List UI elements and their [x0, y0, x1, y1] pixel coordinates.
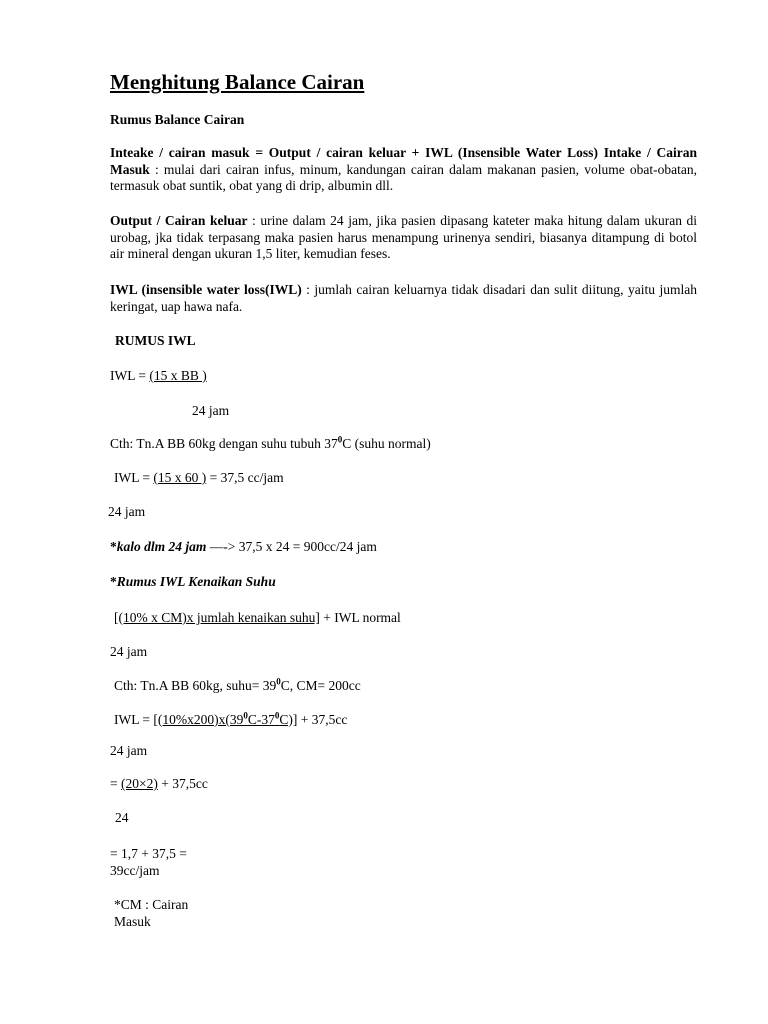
kenaikan-formula-suffix: + IWL normal	[319, 610, 401, 625]
output-definition-text: : urine dalam 24 jam, jika pasien dipasang kateter maka hitung dalam ukuran di urobag, jka tidak terpasang maka pasien harus menampung urinenya sendiri, biasanya ditampung di botol air mineral dengan ukuran 1,5 liter, kemudian feses.	[110, 213, 697, 261]
step-2-suffix: + 37,5cc	[157, 776, 208, 791]
iwl-formula	[110, 367, 207, 384]
step-2-numerator: (20×2)	[121, 776, 158, 791]
iwl-calc-prefix: IWL =	[114, 470, 154, 485]
daily-iwl-line	[110, 538, 377, 555]
degree-mark: 0	[243, 710, 248, 721]
output-definition-bold: Output / Cairan keluar	[110, 213, 248, 228]
rumus-iwl-heading: RUMUS IWL	[115, 333, 196, 348]
arrow-text: —->	[206, 539, 239, 554]
example-2	[114, 677, 361, 694]
kenaikan-suhu-heading	[110, 573, 276, 590]
example-2-calc-prefix: IWL =	[114, 712, 154, 727]
kenaikan-formula	[114, 609, 401, 626]
kenaikan-formula-numerator: [(10% x CM)x jumlah kenaikan suhu]	[114, 610, 320, 625]
note-line-1: *CM : Cairan	[114, 897, 189, 912]
iwl-definition-text: : jumlah cairan keluarnya tidak disadari dan sulit diitung, yaitu jumlah keringat, uap hawa nafa.	[110, 282, 697, 314]
kenaikan-star: *	[110, 574, 117, 589]
intake-definition-text: : mulai dari cairan infus, minum, kandungan cairan dalam makanan pasien, volume obat-obatan, termasuk obat suntik, obat yang di drip, albumin dll.	[110, 161, 697, 193]
example-2-calc-suffix: + 37,5cc	[297, 712, 348, 727]
example-2-calc-numerator	[153, 712, 297, 727]
degree-mark: 0	[274, 710, 280, 721]
step-2-line	[110, 775, 208, 792]
daily-iwl-star: *	[110, 539, 117, 554]
paragraph-output	[110, 213, 697, 263]
note-line-2: Masuk	[114, 914, 151, 929]
example-1-text-a: Cth: Tn.A BB 60kg dengan suhu tubuh 37	[110, 436, 338, 451]
document-title: Menghitung Balance Cairan	[110, 70, 365, 94]
iwl-definition-bold: IWL (insensible water loss(IWL)	[110, 282, 302, 297]
numerator-part-a: [(10%x200)x(39	[153, 712, 244, 727]
example-2-denominator: 24 jam	[110, 743, 148, 758]
degree-mark: 0	[276, 676, 281, 687]
paragraph-intake	[110, 145, 697, 195]
example-1	[110, 435, 431, 452]
kenaikan-formula-denominator: 24 jam	[110, 644, 148, 659]
example-2-calculation	[114, 711, 347, 728]
numerator-part-b: C-37	[247, 712, 275, 727]
section-subtitle: Rumus Balance Cairan	[110, 112, 245, 127]
iwl-formula-denominator: 24 jam	[192, 403, 230, 418]
step-2-prefix: =	[110, 776, 121, 791]
iwl-calculation	[114, 469, 284, 486]
iwl-formula-prefix: IWL =	[110, 368, 150, 383]
daily-iwl-result: 37,5 x 24 = 900cc/24 jam	[238, 539, 377, 554]
example-2-text-b: C, CM= 200cc	[280, 678, 361, 693]
result-line-2: 39cc/jam	[110, 863, 160, 878]
paragraph-iwl	[110, 282, 697, 315]
iwl-formula-numerator: (15 x BB )	[149, 368, 207, 383]
kenaikan-title-text: Rumus IWL Kenaikan Suhu	[116, 574, 276, 589]
iwl-calc-suffix: = 37,5 cc/jam	[206, 470, 284, 485]
degree-mark: 0	[337, 434, 343, 445]
example-1-text-b: C (suhu normal)	[342, 436, 431, 451]
intake-definition-bold: Inteake / cairan masuk = Output / cairan keluar + IWL (Insensible Water Loss) Intake / Cairan Masuk	[110, 145, 697, 177]
result-line-1: = 1,7 + 37,5 =	[110, 846, 187, 861]
daily-iwl-label: kalo dlm 24 jam	[116, 539, 207, 554]
numerator-part-c: C)]	[279, 712, 298, 727]
iwl-calc-denominator: 24 jam	[108, 504, 146, 519]
step-2-denominator: 24	[115, 810, 129, 825]
example-2-text-a: Cth: Tn.A BB 60kg, suhu= 39	[114, 678, 277, 693]
iwl-calc-numerator: (15 x 60 )	[153, 470, 207, 485]
